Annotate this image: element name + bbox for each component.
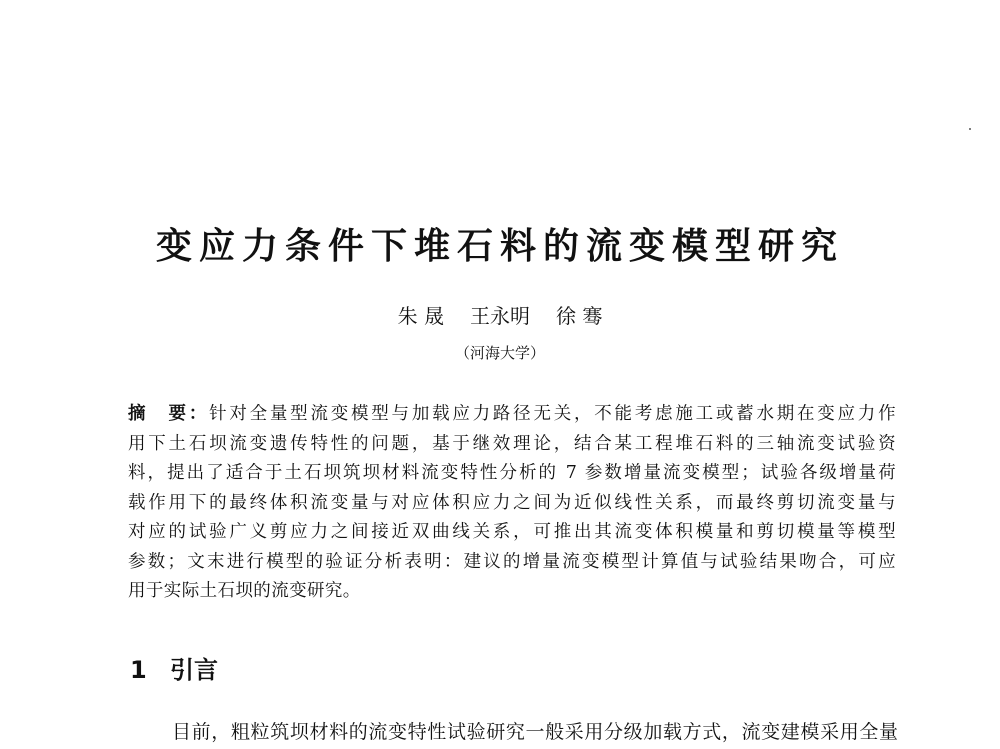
section-title: 引言 — [170, 656, 218, 684]
abstract-line-text: 针对全量型流变模型与加载应力路径无关，不能考虑施工或蓄水期在变应力作 — [209, 404, 896, 424]
abstract-line: 载作用下的最终体积流变量与对应体积应力之间为近似线性关系，而最终剪切流变量与 — [128, 492, 896, 513]
scan-speck — [969, 128, 971, 130]
author-name: 王永明 — [470, 304, 530, 328]
abstract-line — [128, 400, 896, 430]
paper-title: 变应力条件下堆石料的流变模型研究 — [155, 225, 844, 267]
abstract — [128, 400, 896, 607]
author-name: 徐 骞 — [556, 304, 603, 328]
abstract-label: 摘 要： — [128, 404, 210, 424]
abstract-line: 用下土石坝流变遗传特性的问题，基于继效理论，结合某工程堆石料的三轴流变试验资 — [128, 433, 896, 454]
section-number: 1 — [130, 656, 147, 684]
abstract-line: 料，提出了适合于土石坝筑坝材料流变特性分析的 7 参数增量流变模型；试验各级增量荷 — [128, 463, 896, 483]
author-list — [0, 303, 1000, 329]
author-name: 朱 晟 — [397, 304, 444, 328]
abstract-line: 对应的试验广义剪应力之间接近双曲线关系，可推出其流变体积模量和剪切模量等模型 — [128, 522, 896, 542]
abstract-line: 参数；文末进行模型的验证分析表明：建议的增量流变模型计算值与试验结果吻合，可应 — [128, 551, 896, 572]
abstract-line: 用于实际土石坝的流变研究。 — [128, 581, 361, 601]
affiliation: （河海大学） — [454, 344, 545, 362]
section-heading — [130, 652, 218, 688]
body-paragraph-line: 目前，粗粒筑坝材料的流变特性试验研究一般采用分级加载方式，流变建模采用全量 — [172, 721, 898, 743]
